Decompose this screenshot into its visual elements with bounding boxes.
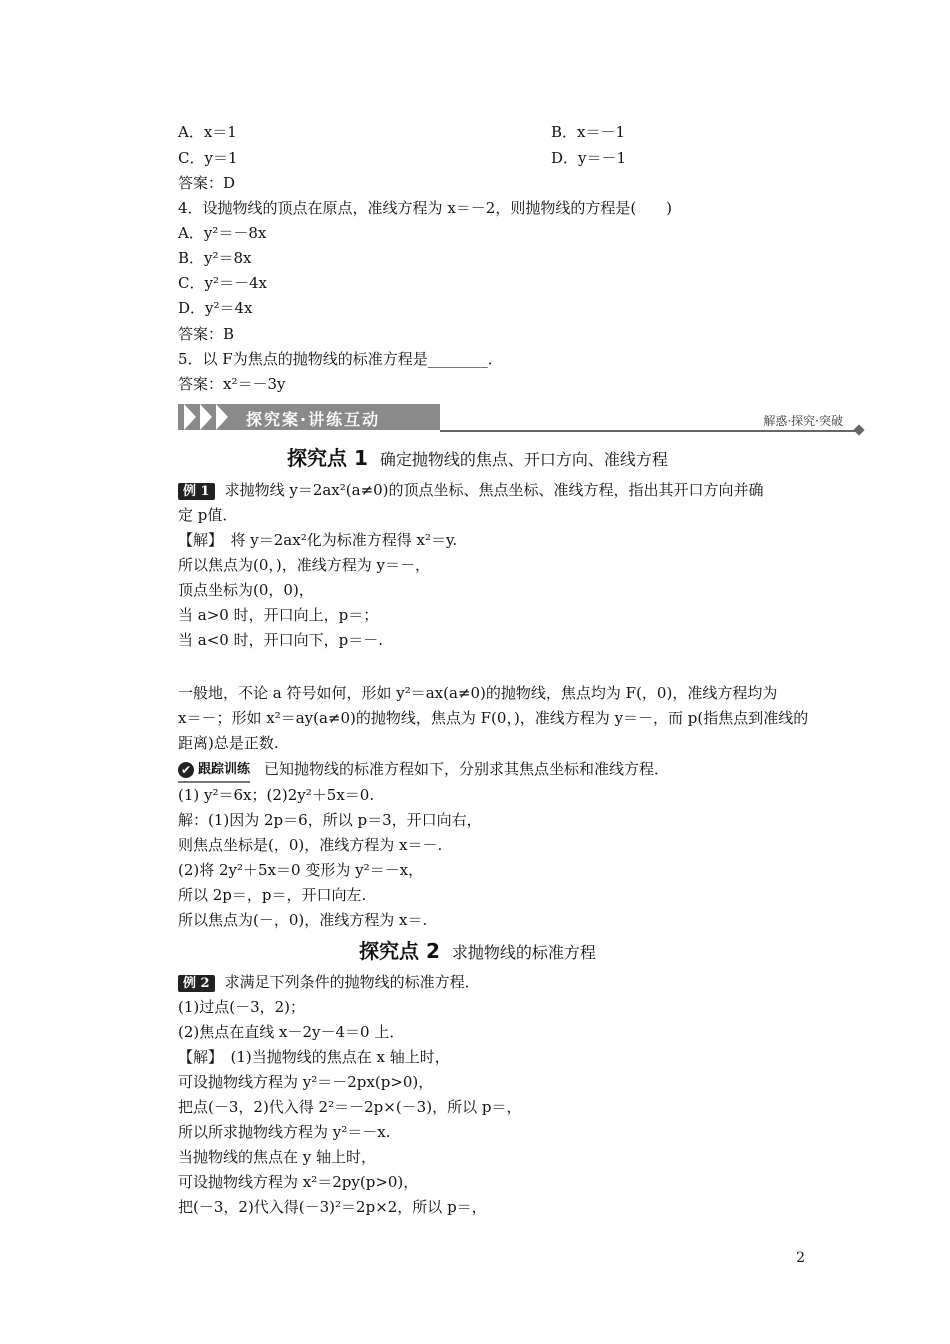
answer-3: 答案：D — [178, 174, 236, 192]
option-d: D．y＝－1 — [551, 149, 627, 167]
section-1-number: 探究点 1 — [287, 446, 368, 470]
option-a: A．x＝1 — [178, 123, 237, 141]
follow-line: (2)将 2y²＋5x＝0 变形为 y²＝－x， — [178, 861, 424, 879]
solution-line: 当抛物线的焦点在 y 轴上时， — [178, 1148, 377, 1166]
example-2-tag: 例 2 — [178, 975, 215, 992]
follow-line: 解：(1)因为 2p＝6，所以 p＝3，开口向右， — [178, 811, 482, 829]
follow-tag: ✔ 跟踪训练 — [178, 760, 250, 783]
q4-option-c: C．y²＝－4x — [178, 274, 267, 292]
solution-line: 【解】 (1)当抛物线的焦点在 x 轴上时， — [178, 1048, 450, 1066]
section-1-title: 确定抛物线的焦点、开口方向、准线方程 — [379, 450, 668, 469]
follow-line: 则焦点坐标是(，0)，准线方程为 x＝－. — [178, 836, 443, 854]
solution-line: 顶点坐标为(0，0)， — [178, 581, 314, 599]
chevron-icon — [200, 404, 212, 430]
example-2 — [178, 972, 480, 992]
banner-title: 探究案·讲练互动 — [246, 410, 381, 429]
follow-line: (1) y²＝6x；(2)2y²＋5x＝0. — [178, 786, 375, 804]
section-banner — [178, 404, 863, 434]
solution-line: 当 a>0 时，开口向上，p＝； — [178, 606, 379, 624]
solution-line: 【解】 将 y＝2ax²化为标准方程得 x²＝y. — [178, 531, 458, 549]
follow-text: 已知抛物线的标准方程如下，分别求其焦点坐标和准线方程． — [264, 760, 670, 778]
solution-line: 把点(－3，2)代入得 2²＝－2p×(－3)，所以 p＝， — [178, 1098, 522, 1116]
solution-line: 当 a<0 时，开口向下，p＝－. — [178, 631, 383, 649]
chevron-icon — [184, 404, 196, 430]
section-1-heading — [287, 445, 668, 473]
q4-option-b: B．y²＝8x — [178, 249, 252, 267]
solution-line: 可设抛物线方程为 y²＝－2px(p>0)， — [178, 1073, 434, 1091]
check-icon: ✔ — [178, 762, 194, 778]
section-2-number: 探究点 2 — [359, 939, 440, 963]
example-1-text: 求抛物线 y＝2ax²(a≠0)的顶点坐标、焦点坐标、准线方程，指出其开口方向并确 — [224, 481, 764, 499]
solution-line: 可设抛物线方程为 x²＝2py(p>0)， — [178, 1173, 419, 1191]
condition-line: (2)焦点在直线 x－2y－4＝0 上． — [178, 1023, 405, 1041]
q4-option-d: D．y²＝4x — [178, 299, 253, 317]
page-number: 2 — [796, 1250, 805, 1266]
general-note: 距离)总是正数. — [178, 734, 279, 752]
general-note: x＝－；形如 x²＝ay(a≠0)的抛物线，焦点为 F(0，)，准线方程为 y＝－，而 p(指焦点到准线的 — [178, 709, 809, 727]
follow-training — [178, 759, 669, 783]
banner-subtitle: 解惑·探究·突破 — [763, 414, 843, 428]
answer-5: 答案：x²＝－3y — [178, 375, 286, 393]
answer-4: 答案：B — [178, 325, 235, 343]
q4-option-a: A．y²＝－8x — [178, 224, 267, 242]
example-1-tag: 例 1 — [178, 483, 215, 500]
solution-line: 所以焦点为(0，)，准线方程为 y＝－， — [178, 556, 430, 574]
example-1 — [178, 480, 764, 500]
follow-line: 所以焦点为(－，0)，准线方程为 x＝. — [178, 911, 428, 929]
general-note: 一般地，不论 a 符号如何，形如 y²＝ax(a≠0)的抛物线，焦点均为 F(，0)，准线方程均为 — [178, 684, 778, 702]
follow-line: 所以 2p＝，p＝，开口向左. — [178, 886, 367, 904]
chevron-icon — [216, 404, 228, 430]
solution-line: 所以所求抛物线方程为 y²＝－x. — [178, 1123, 391, 1141]
question-4: 4．设抛物线的顶点在原点，准线方程为 x＝－2，则抛物线的方程是( ) — [178, 199, 673, 217]
banner-rule — [440, 430, 858, 432]
condition-line: (1)过点(－3，2)； — [178, 998, 306, 1016]
question-5: 5．以 F为焦点的抛物线的标准方程是________． — [178, 350, 503, 368]
option-c: C．y＝1 — [178, 149, 238, 167]
section-2-heading — [359, 938, 596, 966]
diamond-icon — [853, 424, 864, 435]
section-2-title: 求抛物线的标准方程 — [451, 943, 596, 962]
solution-line: 把(－3，2)代入得(－3)²＝2p×2，所以 p＝， — [178, 1198, 487, 1216]
example-1-text-cont: 定 p值． — [178, 506, 238, 524]
option-b: B．x＝－1 — [551, 123, 626, 141]
example-2-text: 求满足下列条件的抛物线的标准方程． — [224, 973, 480, 991]
